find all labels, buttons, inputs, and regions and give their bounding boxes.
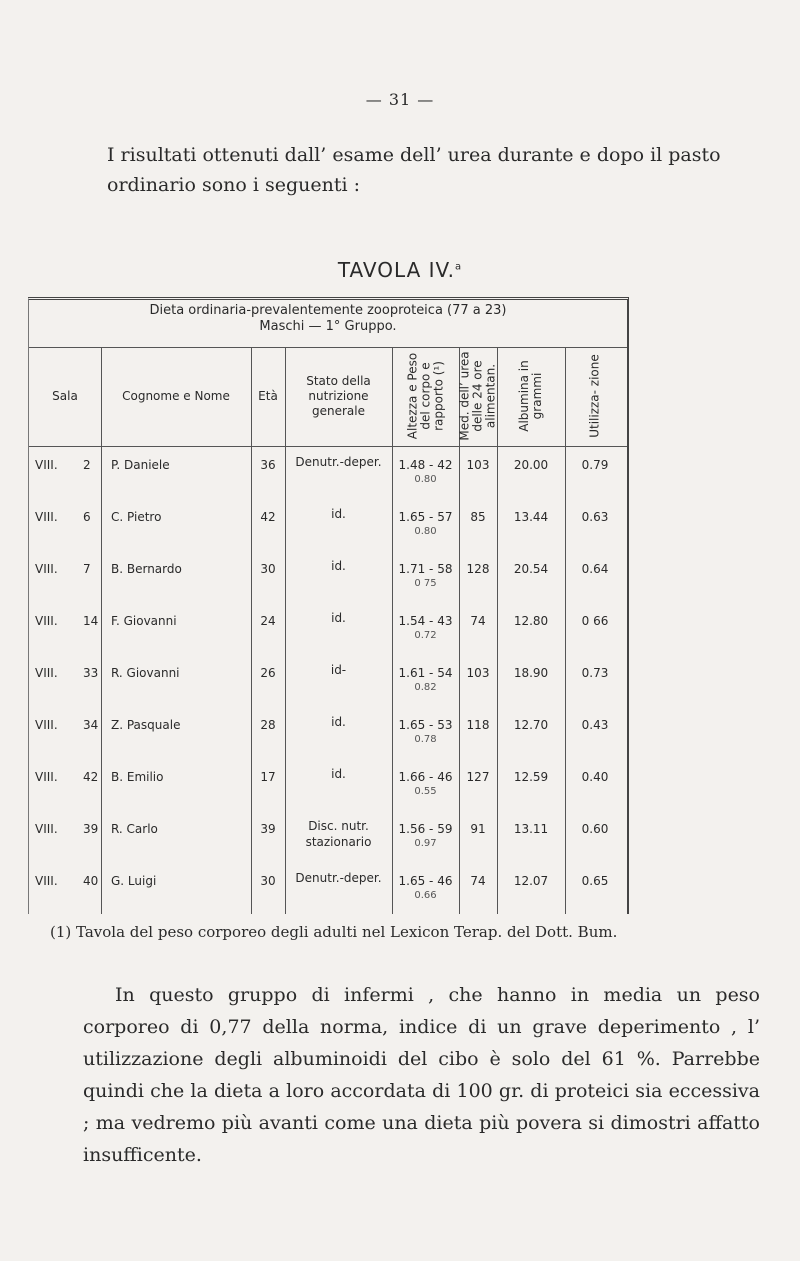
- table-row: [29, 862, 627, 914]
- footnote: (1) Tavola del peso corporeo degli adulti nel Lexicon Terap. del Dott. Bum.: [50, 923, 618, 941]
- cell-name: R. Giovanni: [111, 666, 180, 680]
- table-row: [29, 550, 627, 602]
- cell-age: 42: [260, 510, 276, 524]
- data-table: [28, 297, 629, 914]
- cell-sala-ward: VIII.: [35, 718, 58, 732]
- cell-sala-number: 2: [83, 458, 91, 472]
- table-title-superscript: a: [455, 261, 463, 273]
- cell-state: id-: [330, 663, 347, 677]
- header-utilization-label: Utilizza- zione: [587, 354, 602, 438]
- cell-utilization: 0.63: [581, 510, 609, 524]
- header-albumin-label: Albumina in grammi: [517, 360, 544, 432]
- cell-age: 24: [260, 614, 276, 628]
- cell-sala: [29, 770, 107, 784]
- cell-sala-number: 42: [83, 770, 99, 784]
- cell-ratio: 0 75: [414, 578, 437, 589]
- cell-sala-ward: VIII.: [35, 770, 58, 784]
- table-caption-diet: Dieta ordinaria-prevalentemente zooproteica (77 a 23): [149, 303, 507, 318]
- cell-sala-ward: VIII.: [35, 510, 58, 524]
- cell-sala-ward: VIII.: [35, 822, 58, 836]
- table-row: [29, 706, 627, 758]
- header-name: Cognome e Nome: [122, 388, 230, 403]
- cell-sala-ward: VIII.: [35, 458, 58, 472]
- cell-albumin: 12.59: [513, 770, 549, 784]
- cell-height-weight: [392, 718, 459, 745]
- cell-name: C. Pietro: [111, 510, 162, 524]
- cell-sala-number: 39: [83, 822, 99, 836]
- cell-utilization: 0.43: [581, 718, 609, 732]
- cell-height-weight-value: 1.65 - 57: [398, 510, 453, 524]
- cell-state: id.: [331, 767, 346, 781]
- cell-utilization: 0.60: [581, 822, 609, 836]
- cell-state: Denutr.-deper.: [295, 871, 382, 885]
- cell-ratio: 0.82: [414, 682, 437, 693]
- cell-sala: [29, 666, 107, 680]
- cell-ratio: 0.97: [414, 838, 437, 849]
- cell-ratio: 0.66: [414, 890, 437, 901]
- cell-sala: [29, 562, 107, 576]
- header-age: Età: [258, 388, 278, 403]
- cell-urea: 103: [466, 458, 490, 472]
- cell-state: id.: [331, 559, 346, 573]
- cell-urea: 128: [466, 562, 490, 576]
- cell-sala-ward: VIII.: [35, 666, 58, 680]
- intro-text: I risultati ottenuti dall’ esame dell’ urea durante e dopo il pasto ordinario sono i seguenti :: [107, 144, 721, 196]
- cell-sala: [29, 874, 107, 888]
- table-rule: [29, 347, 627, 348]
- cell-sala: [29, 614, 107, 628]
- cell-age: 17: [260, 770, 276, 784]
- cell-albumin: 12.70: [513, 718, 549, 732]
- cell-urea: 103: [466, 666, 490, 680]
- cell-height-weight: [392, 770, 459, 797]
- cell-sala-number: 14: [83, 614, 99, 628]
- cell-height-weight-value: 1.54 - 43: [398, 614, 453, 628]
- table-row: [29, 446, 627, 498]
- table-row: [29, 498, 627, 550]
- cell-sala-ward: VIII.: [35, 614, 58, 628]
- cell-sala: [29, 510, 107, 524]
- header-height-weight: [392, 350, 459, 442]
- cell-height-weight: [392, 874, 459, 901]
- header-urea-label: Med. dell’ urea delle 24 ore alimentan.: [457, 351, 498, 441]
- cell-urea: 127: [466, 770, 490, 784]
- header-albumin: [497, 350, 565, 442]
- table-caption: [29, 303, 627, 335]
- table-title: [0, 258, 800, 282]
- header-nutrition-state: Stato della nutrizione generale: [306, 373, 371, 418]
- cell-state: Denutr.-deper.: [295, 455, 382, 469]
- cell-albumin: 12.80: [513, 614, 549, 628]
- cell-state: id.: [331, 507, 346, 521]
- cell-age: 30: [260, 874, 276, 888]
- cell-ratio: 0.55: [414, 786, 437, 797]
- header-urea: [459, 350, 497, 442]
- cell-urea: 74: [470, 614, 486, 628]
- cell-utilization: 0.40: [581, 770, 609, 784]
- cell-state: id.: [331, 611, 346, 625]
- table-caption-group: Maschi — 1° Gruppo.: [259, 319, 397, 334]
- cell-age: 28: [260, 718, 276, 732]
- cell-utilization: 0.64: [581, 562, 609, 576]
- cell-albumin: 18.90: [513, 666, 549, 680]
- cell-albumin: 13.44: [513, 510, 549, 524]
- cell-albumin: 12.07: [513, 874, 549, 888]
- cell-ratio: 0.72: [414, 630, 437, 641]
- cell-name: F. Giovanni: [111, 614, 177, 628]
- cell-height-weight: [392, 458, 459, 485]
- cell-state: Disc. nutr. stazionario: [305, 819, 372, 849]
- body-paragraph: [83, 979, 760, 1171]
- cell-height-weight: [392, 822, 459, 849]
- cell-height-weight-value: 1.65 - 53: [398, 718, 453, 732]
- header-height-weight-label: Altezza e Peso del corpo e rapporto (¹): [405, 352, 445, 440]
- cell-height-weight: [392, 614, 459, 641]
- cell-urea: 74: [470, 874, 486, 888]
- table-row: [29, 602, 627, 654]
- cell-albumin: 13.11: [513, 822, 549, 836]
- cell-name: R. Carlo: [111, 822, 158, 836]
- cell-name: Z. Pasquale: [111, 718, 181, 732]
- cell-albumin: 20.54: [513, 562, 549, 576]
- cell-age: 30: [260, 562, 276, 576]
- cell-height-weight-value: 1.56 - 59: [398, 822, 453, 836]
- page-number: — 31 —: [365, 90, 435, 109]
- cell-utilization: 0.73: [581, 666, 609, 680]
- table-row: [29, 654, 627, 706]
- cell-sala-number: 33: [83, 666, 99, 680]
- body-paragraph-text: In questo gruppo di infermi , che hanno in media un peso corporeo di 0,77 della norma, indice di un grave deperimento , l’ utilizzazione degli albuminoidi del cibo è solo del 61 %. Parrebbe quindi che la dieta a loro accordata di 100 gr. di proteici sia eccessiva ; ma vedremo più avanti come una dieta più povera si dimostri affatto insufficente.: [83, 984, 760, 1166]
- cell-height-weight-value: 1.61 - 54: [398, 666, 453, 680]
- cell-sala: [29, 822, 107, 836]
- cell-sala-ward: VIII.: [35, 874, 58, 888]
- cell-sala-number: 34: [83, 718, 99, 732]
- cell-urea: 118: [466, 718, 490, 732]
- cell-name: P. Daniele: [111, 458, 170, 472]
- cell-albumin: 20.00: [513, 458, 549, 472]
- table-title-text: TAVOLA IV.: [337, 258, 455, 282]
- cell-urea: 85: [470, 510, 486, 524]
- cell-height-weight-value: 1.48 - 42: [398, 458, 453, 472]
- cell-sala-number: 6: [83, 510, 91, 524]
- cell-age: 39: [260, 822, 276, 836]
- cell-urea: 91: [470, 822, 486, 836]
- cell-age: 26: [260, 666, 276, 680]
- cell-name: G. Luigi: [111, 874, 157, 888]
- cell-state: id.: [331, 715, 346, 729]
- cell-ratio: 0.80: [414, 474, 437, 485]
- cell-sala-number: 7: [83, 562, 91, 576]
- cell-sala: [29, 718, 107, 732]
- cell-utilization: 0.65: [581, 874, 609, 888]
- cell-ratio: 0.78: [414, 734, 437, 745]
- cell-ratio: 0.80: [414, 526, 437, 537]
- cell-height-weight: [392, 562, 459, 589]
- table-row: [29, 758, 627, 810]
- header-utilization: [565, 350, 625, 442]
- cell-name: B. Emilio: [111, 770, 164, 784]
- cell-height-weight: [392, 510, 459, 537]
- cell-height-weight-value: 1.71 - 58: [398, 562, 453, 576]
- cell-sala-number: 40: [83, 874, 99, 888]
- cell-sala-ward: VIII.: [35, 562, 58, 576]
- cell-height-weight: [392, 666, 459, 693]
- cell-utilization: 0 66: [581, 614, 609, 628]
- cell-utilization: 0.79: [581, 458, 609, 472]
- cell-name: B. Bernardo: [111, 562, 182, 576]
- cell-height-weight-value: 1.65 - 46: [398, 874, 453, 888]
- table-row: [29, 810, 627, 862]
- cell-sala: [29, 458, 107, 472]
- cell-age: 36: [260, 458, 276, 472]
- cell-height-weight-value: 1.66 - 46: [398, 770, 453, 784]
- header-sala: Sala: [52, 388, 78, 403]
